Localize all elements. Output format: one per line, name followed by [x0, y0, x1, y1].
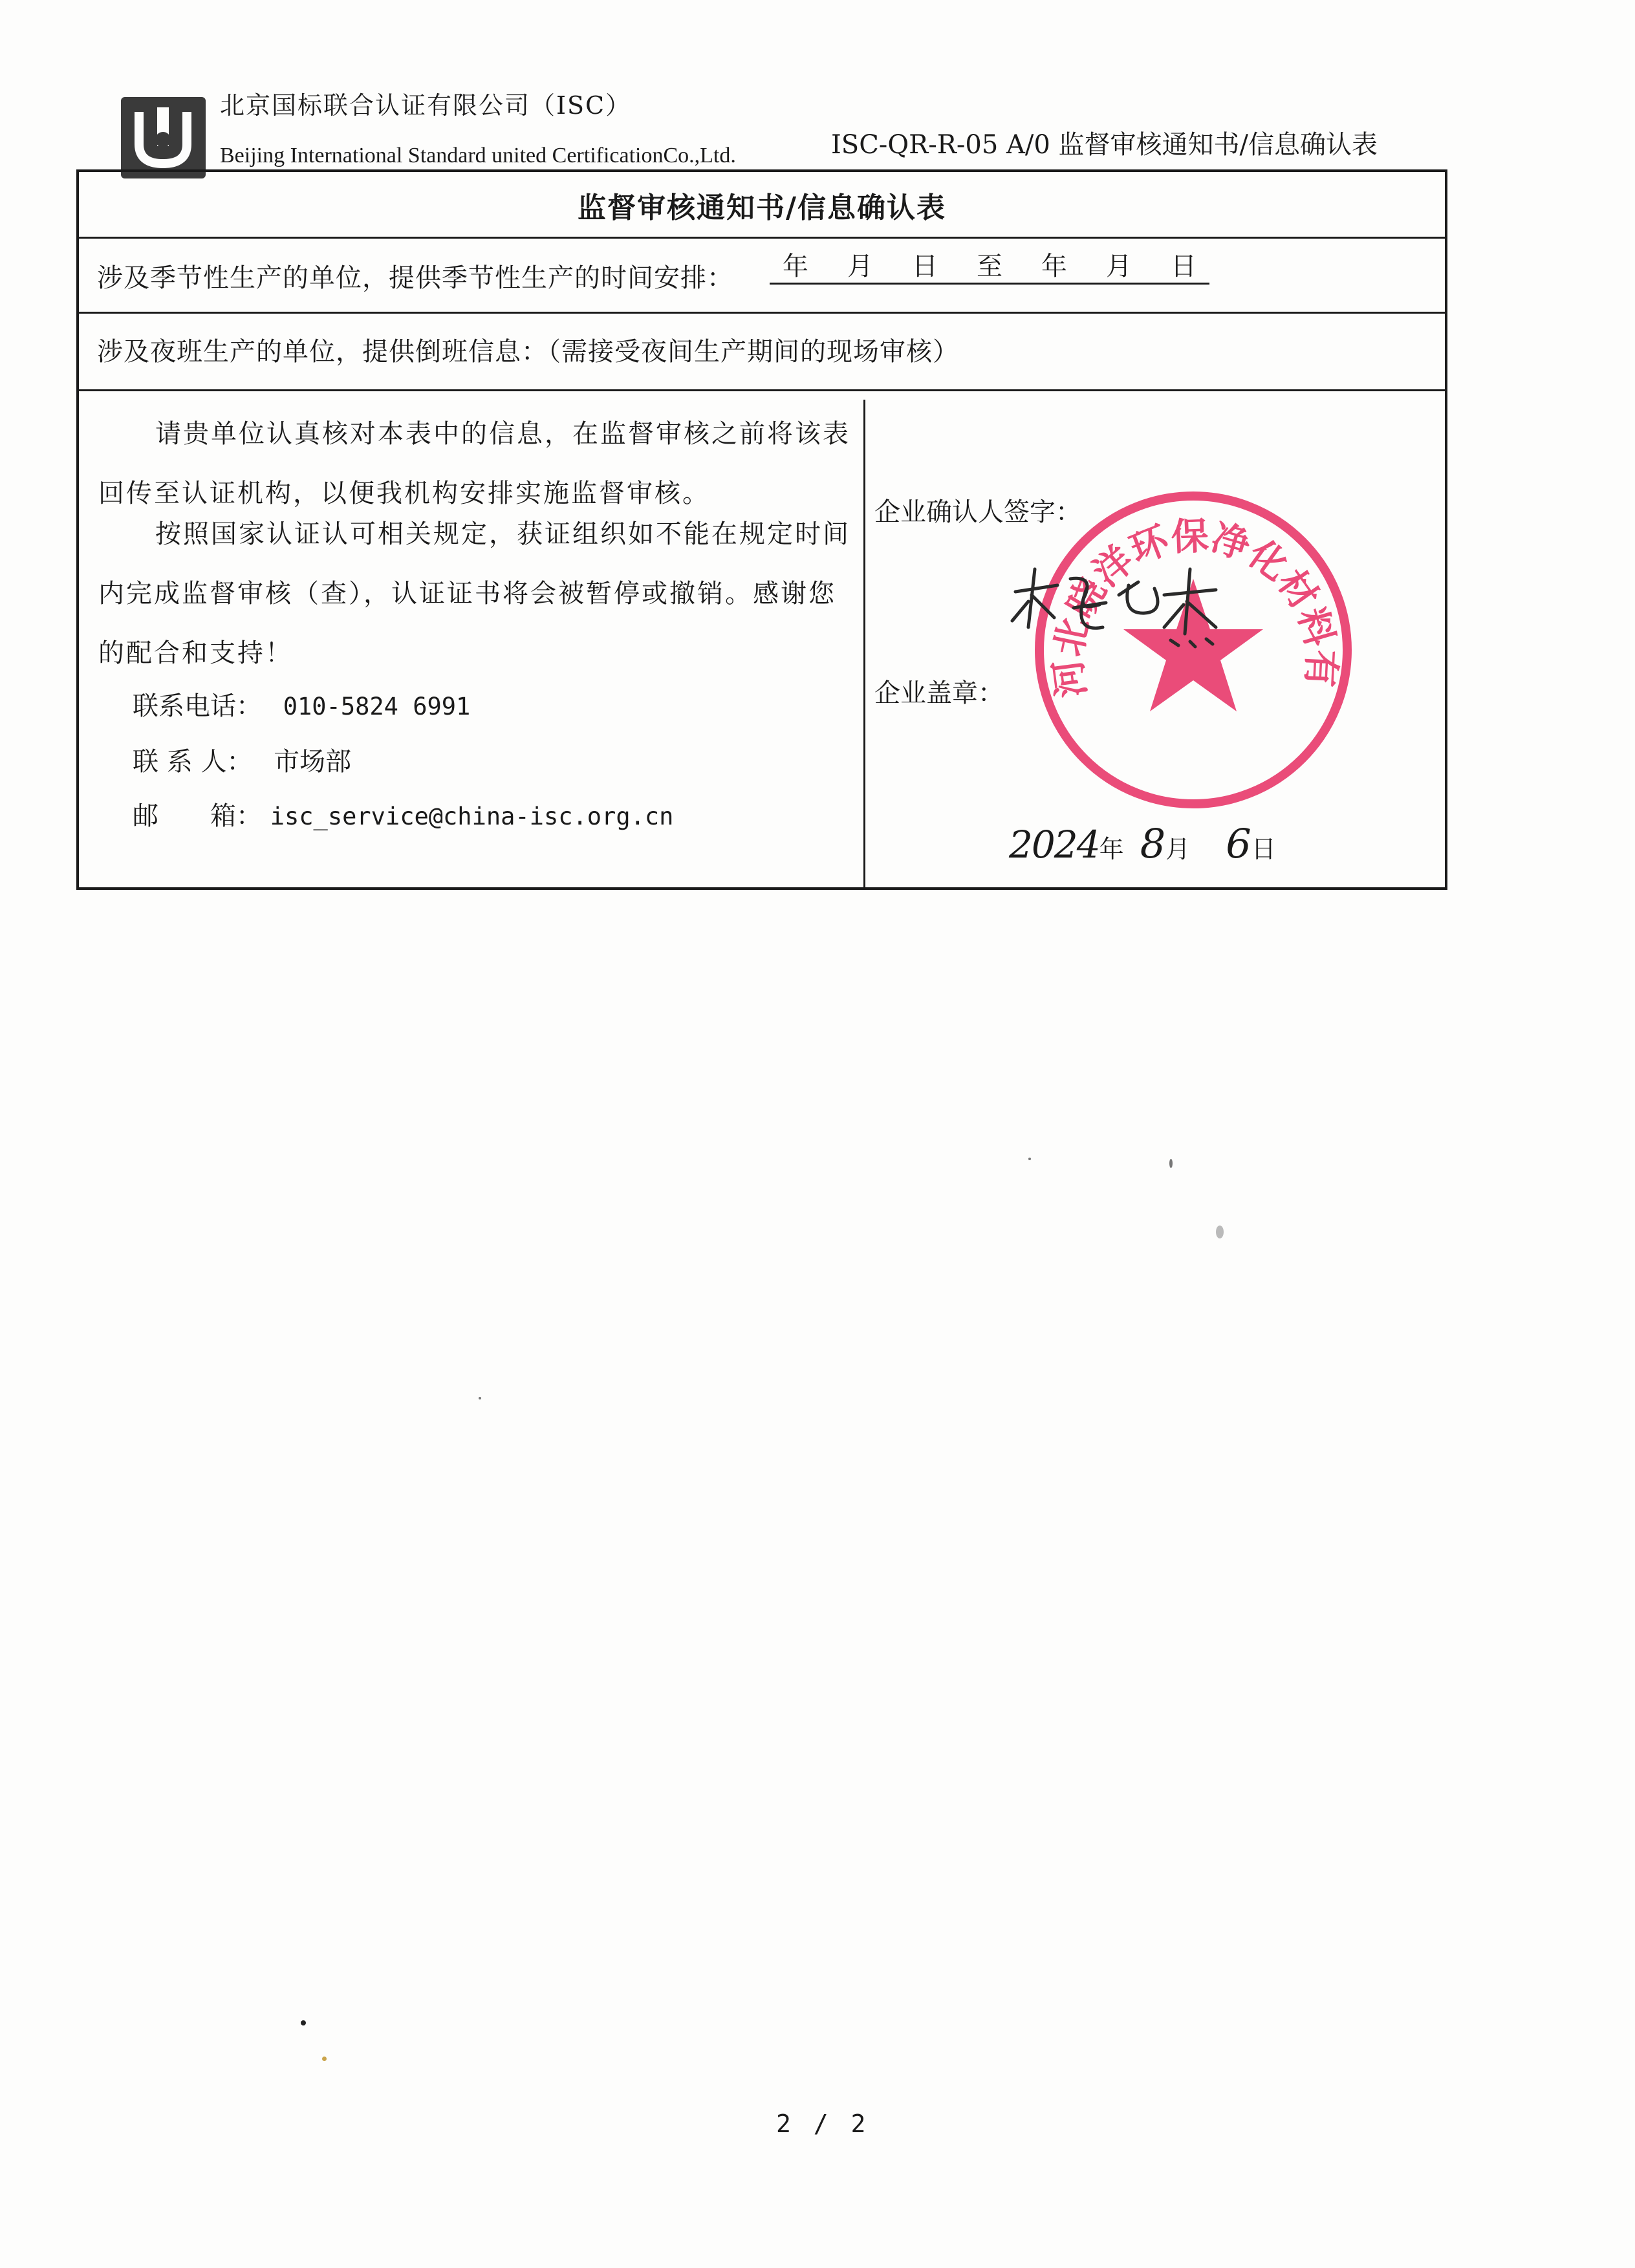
scan-speck — [1169, 1159, 1173, 1168]
row-divider — [76, 312, 1447, 314]
email-label: 邮 箱： — [133, 801, 262, 831]
signed-date-month-unit: 月 — [1165, 835, 1191, 863]
scan-speck — [301, 2020, 306, 2025]
row-divider — [76, 389, 1447, 391]
document-code: ISC-QR-R-05 A/0 监督审核通知书/信息确认表 — [831, 130, 1378, 160]
signed-date — [1009, 820, 1306, 878]
date-part: 日 — [1171, 252, 1196, 281]
seal-text: 河北晓洋环保净化材料有 — [1045, 513, 1344, 700]
contact-phone-row — [133, 686, 470, 722]
scan-speck — [1028, 1158, 1031, 1160]
signed-date-day-unit: 日 — [1251, 835, 1276, 863]
date-part: 年 — [783, 252, 808, 281]
date-part: 日 — [912, 252, 938, 281]
company-name-cn: 北京国标联合认证有限公司（ISC） — [220, 91, 632, 120]
notice-paragraph-2: 按照国家认证认可相关规定，获证组织如不能在规定时间内完成监督审核（查），认证证书将会被暂停或撤销。感谢您的配合和支持！ — [98, 519, 850, 668]
scan-speck — [1216, 1226, 1224, 1238]
signed-date-year: 2024 — [1009, 823, 1099, 867]
page-number: 2 / 2 — [776, 2110, 870, 2138]
column-divider — [863, 400, 865, 890]
night-shift-label: 涉及夜班生产的单位，提供倒班信息：（需接受夜间生产期间的现场审核） — [97, 337, 959, 367]
company-name-en: Beijing International Standard united CertificationCo.,Ltd. — [220, 144, 736, 167]
signed-date-day: 6 — [1226, 820, 1251, 867]
date-part: 月 — [847, 252, 873, 281]
contact-phone: 010-5824 6991 — [283, 693, 471, 720]
seal-label: 企业盖章： — [874, 678, 1004, 708]
form-title: 监督审核通知书/信息确认表 — [577, 191, 947, 224]
contact-person-label: 联 系 人： — [133, 747, 253, 777]
seasonal-production-label: 涉及季节性生产的单位，提供季节性生产的时间安排： — [97, 263, 733, 293]
date-part: 至 — [977, 252, 1002, 281]
signed-date-month: 8 — [1140, 820, 1166, 867]
email-row — [133, 795, 673, 832]
contact-phone-label: 联系电话： — [133, 691, 262, 721]
email-address: isc_service@china-isc.org.cn — [270, 803, 674, 830]
notice-paragraph-1: 请贵单位认真核对本表中的信息，在监督审核之前将该表回传至认证机构，以便我机构安排实施监督审核。 — [98, 419, 850, 508]
scan-speck — [479, 1397, 481, 1399]
isc-logo — [120, 96, 207, 180]
row-divider — [76, 237, 1447, 239]
handwritten-signature — [1009, 556, 1222, 653]
contact-person-row — [133, 741, 351, 778]
signed-date-year-unit: 年 — [1099, 835, 1124, 863]
date-part: 月 — [1106, 252, 1132, 281]
signer-label: 企业确认人签字： — [874, 497, 1081, 527]
contact-person: 市场部 — [274, 747, 352, 777]
date-part: 年 — [1041, 252, 1067, 281]
seasonal-date-field — [770, 246, 1209, 285]
scan-speck — [322, 2057, 327, 2061]
